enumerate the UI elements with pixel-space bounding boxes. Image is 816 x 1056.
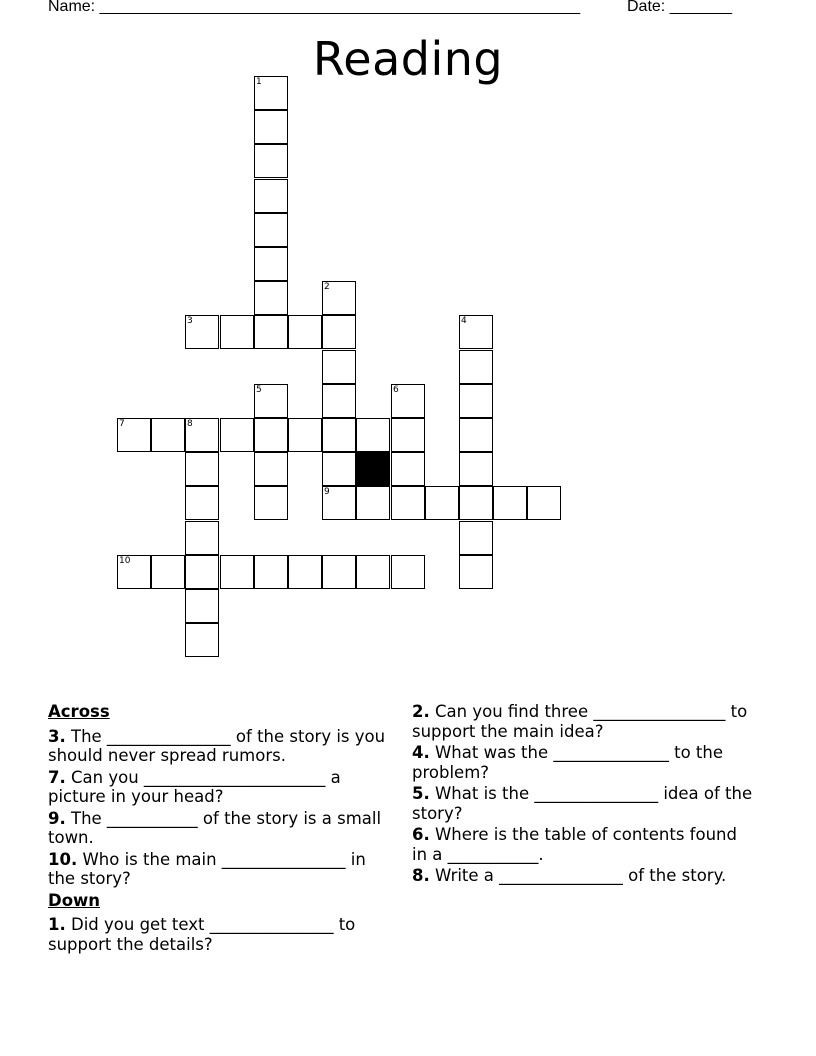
across-heading: Across <box>48 702 110 721</box>
grid-cell[interactable] <box>254 418 288 452</box>
grid-cell[interactable] <box>185 418 219 452</box>
grid-cell[interactable] <box>185 452 219 486</box>
grid-cell[interactable] <box>288 555 322 589</box>
clue-down-1 <box>48 915 393 954</box>
grid-cell[interactable] <box>391 384 425 418</box>
grid-cell[interactable] <box>322 350 356 384</box>
grid-cell[interactable] <box>322 555 356 589</box>
clue-number-label: 1 <box>256 77 262 87</box>
grid-cell[interactable] <box>322 315 356 349</box>
clue-number: 1. <box>48 915 66 934</box>
clue-text: Where is the table of contents found in a ___________. <box>412 825 737 864</box>
clue-number: 4. <box>412 743 430 762</box>
page-title: Reading <box>312 32 504 86</box>
clue-text: Can you ______________________ a picture in your head? <box>48 767 341 806</box>
clue-down-4 <box>412 743 757 782</box>
grid-cell[interactable] <box>185 486 219 520</box>
grid-cell[interactable] <box>254 281 288 315</box>
grid-cell[interactable] <box>391 452 425 486</box>
clue-down-2 <box>412 702 757 741</box>
clue-number-label: 8 <box>187 419 193 429</box>
grid-cell[interactable] <box>185 623 219 657</box>
grid-cell[interactable] <box>254 179 288 213</box>
grid-cell[interactable] <box>185 315 219 349</box>
clue-across-9 <box>48 809 393 848</box>
clue-text: The _______________ of the story is you should never spread rumors. <box>48 726 386 765</box>
grid-cell[interactable] <box>254 315 288 349</box>
clue-text: Who is the main _______________ in the story? <box>48 849 366 888</box>
clue-text: The ___________ of the story is a small town. <box>48 808 382 847</box>
date-field-label: Date: _______ <box>627 0 732 15</box>
grid-cell[interactable] <box>459 350 493 384</box>
clue-text: Did you get text _______________ to support the details? <box>48 915 356 954</box>
clue-number-label: 7 <box>119 419 125 429</box>
clue-across-7 <box>48 768 393 807</box>
clue-text: What is the _______________ idea of the story? <box>412 784 753 823</box>
grid-cell[interactable] <box>254 144 288 178</box>
grid-cell[interactable] <box>220 418 254 452</box>
grid-cell[interactable] <box>322 418 356 452</box>
grid-cell[interactable] <box>459 555 493 589</box>
grid-cell[interactable] <box>220 555 254 589</box>
grid-cell[interactable] <box>151 555 185 589</box>
grid-cell[interactable] <box>185 521 219 555</box>
grid-cell[interactable] <box>220 315 254 349</box>
grid-cell[interactable] <box>254 213 288 247</box>
grid-cell[interactable] <box>391 418 425 452</box>
clue-down-8 <box>412 866 757 886</box>
clue-down-6 <box>412 825 757 864</box>
clue-text: Write a _______________ of the story. <box>429 866 727 885</box>
grid-cell[interactable] <box>425 486 459 520</box>
name-field-label: Name: ______________________________________________________ <box>48 0 581 15</box>
grid-cell[interactable] <box>391 555 425 589</box>
clue-number: 2. <box>412 702 430 721</box>
grid-cell[interactable] <box>322 452 356 486</box>
grid-cell[interactable] <box>459 452 493 486</box>
grid-cell[interactable] <box>322 384 356 418</box>
clue-number: 6. <box>412 825 430 844</box>
clues-right-column <box>412 702 757 888</box>
grid-cell[interactable] <box>459 521 493 555</box>
clue-number-label: 9 <box>324 487 330 497</box>
grid-cell[interactable] <box>254 247 288 281</box>
clue-across-3 <box>48 727 393 766</box>
grid-cell[interactable] <box>254 555 288 589</box>
clue-number: 10. <box>48 849 78 869</box>
grid-cell[interactable] <box>254 486 288 520</box>
clue-number-label: 4 <box>461 316 467 326</box>
clue-number-label: 3 <box>187 316 193 326</box>
grid-cell[interactable] <box>356 486 390 520</box>
grid-cell[interactable] <box>254 76 288 110</box>
grid-cell[interactable] <box>459 486 493 520</box>
clue-across-10 <box>48 850 393 889</box>
grid-cell[interactable] <box>254 384 288 418</box>
clues-left-column <box>48 702 393 956</box>
clue-text: What was the ______________ to the problem? <box>412 743 723 782</box>
grid-cell[interactable] <box>493 486 527 520</box>
grid-cell[interactable] <box>117 555 151 589</box>
grid-cell[interactable] <box>356 555 390 589</box>
grid-cell[interactable] <box>288 418 322 452</box>
clue-number: 3. <box>48 726 66 746</box>
clue-number-label: 2 <box>324 282 330 292</box>
clue-number: 9. <box>48 808 66 828</box>
grid-cell[interactable] <box>254 110 288 144</box>
grid-cell[interactable] <box>322 486 356 520</box>
clue-down-5 <box>412 784 757 823</box>
clue-number: 8. <box>412 866 430 885</box>
clue-text: Can you find three ________________ to support the main idea? <box>412 702 748 741</box>
grid-cell[interactable] <box>391 486 425 520</box>
grid-cell[interactable] <box>459 384 493 418</box>
grid-cell[interactable] <box>254 452 288 486</box>
grid-cell[interactable] <box>185 555 219 589</box>
grid-cell[interactable] <box>322 281 356 315</box>
grid-cell[interactable] <box>151 418 185 452</box>
clue-number-label: 6 <box>393 385 399 395</box>
grid-cell[interactable] <box>185 589 219 623</box>
grid-cell[interactable] <box>288 315 322 349</box>
grid-cell[interactable] <box>117 418 151 452</box>
down-heading: Down <box>48 890 101 910</box>
clue-number: 7. <box>48 767 66 787</box>
clue-number-label: 10 <box>119 556 131 566</box>
grid-cell[interactable] <box>459 418 493 452</box>
grid-cell[interactable] <box>527 486 561 520</box>
grid-cell[interactable] <box>356 418 390 452</box>
black-cell <box>356 452 390 486</box>
grid-cell[interactable] <box>459 315 493 349</box>
clue-number: 5. <box>412 784 430 803</box>
clue-number-label: 5 <box>256 385 262 395</box>
